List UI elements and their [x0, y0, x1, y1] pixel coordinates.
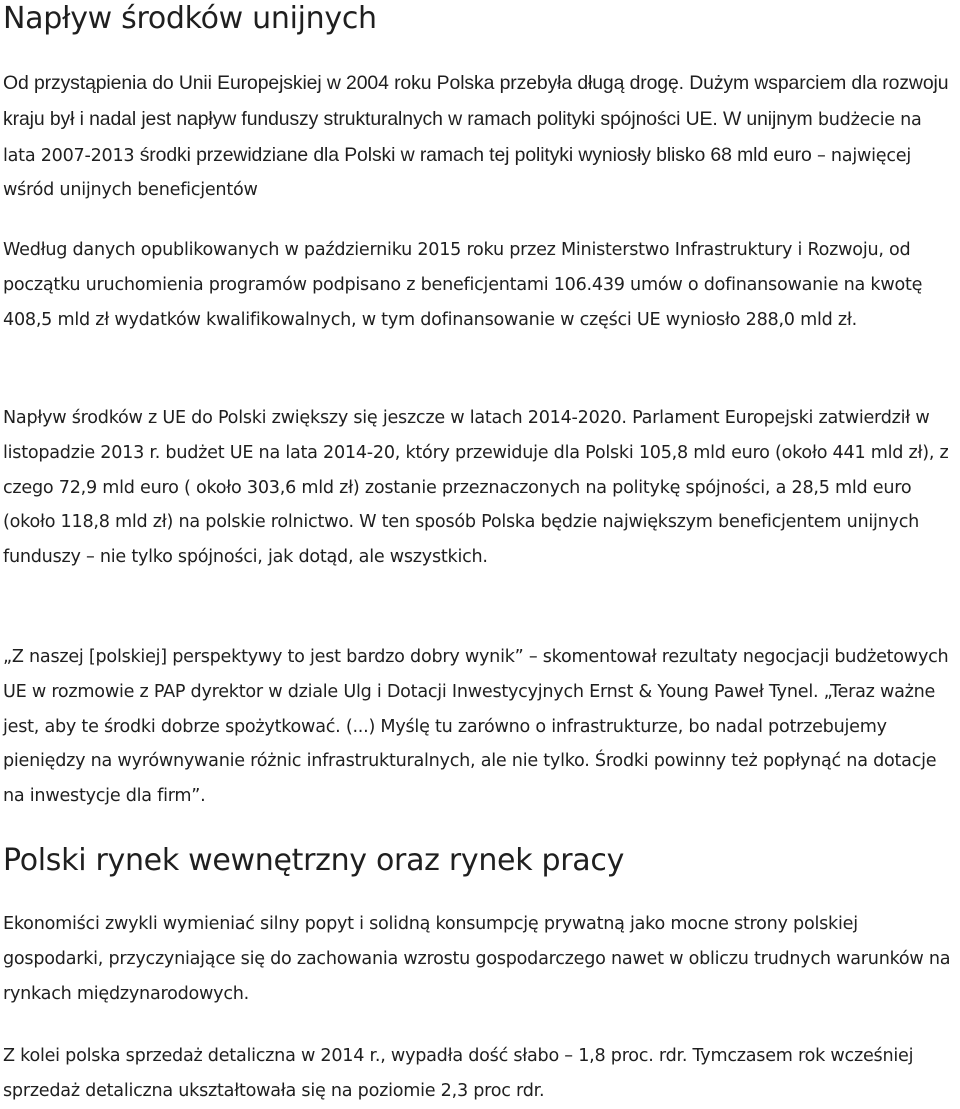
paragraph-eu-accession — [3, 66, 956, 208]
section-heading-internal-market: Polski rynek wewnętrzny oraz rynek pracy — [3, 843, 625, 878]
paragraph-text: Od przystąpienia do Unii Europejskiej w 2004 roku Polska przebyła długą drogę. Dużym wsparciem dla rozwoju kraju był i nadal jest napływ funduszy strukturalnych w ramach polityki spójności UE. W unijnym — [3, 72, 949, 130]
paragraph-text: – najwięcej wśród unijnych beneficjentów — [3, 145, 911, 201]
paragraph-text: budżecie na lata 2007-2013 — [3, 109, 922, 166]
paragraph-text: środki przewidziane dla Polski w ramach tej polityki wyniosły blisko 68 mld euro — [139, 143, 818, 166]
paragraph-2014-2020-budget: Napływ środków z UE do Polski zwiększy się jeszcze w latach 2014-2020. Parlament Europejski zatwierdził w listopadzie 2013 r. budżet UE na lata 2014-20, który przewiduje dla Polski 105,8 mld euro (około 441 mld zł), z czego 72,9 mld euro ( około 303,6 mld zł) zostanie przeznaczonych na politykę spójności, a 28,5 mld euro (około 118,8 mld zł) na polskie rolnictwo. W ten sposób Polska będzie największym beneficjentem unijnych funduszy – nie tylko spójności, jak dotąd, ale wszystkich. — [3, 408, 949, 568]
section-heading-eu-funds: Napływ środków unijnych — [3, 1, 377, 36]
paragraph-retail-sales: Z kolei polska sprzedaż detaliczna w 2014 r., wypadła dość słabo – 1,8 proc. rdr. Tymczasem rok wcześniej sprzedaż detaliczna ukształtowała się na poziomie 2,3 proc rdr. — [3, 1046, 914, 1101]
paragraph-quote-tynel: „Z naszej [polskiej] perspektywy to jest bardzo dobry wynik” – skomentował rezultaty negocjacji budżetowych UE w rozmowie z PAP dyrektor w dziale Ulg i Dotacji Inwestycyjnych Ernst & Young Paweł Tynel. „Teraz ważne jest, aby te środki dobrze spożytkować. (...) Myślę tu zarówno o infrastrukturze, bo nadal potrzebujemy pieniędzy na wyrównywanie różnic infrastrukturalnych, ale nie tylko. Środki powinny też popłynąć na dotacje na inwestycje dla firm”. — [3, 647, 949, 807]
paragraph-ministry-data: Według danych opublikowanych w październiku 2015 roku przez Ministerstwo Infrastruktury i Rozwoju, od początku uruchomienia programów podpisano z beneficjentami 106.439 umów o dofinansowanie na kwotę 408,5 mld zł wydatków kwalifikowalnych, w tym dofinansowanie w części UE wyniosło 288,0 mld zł. — [3, 240, 923, 330]
paragraph-consumption: Ekonomiści zwykli wymieniać silny popyt i solidną konsumpcję prywatną jako mocne strony polskiej gospodarki, przyczyniające się do zachowania wzrostu gospodarczego nawet w obliczu trudnych warunków na rynkach międzynarodowych. — [3, 914, 951, 1004]
